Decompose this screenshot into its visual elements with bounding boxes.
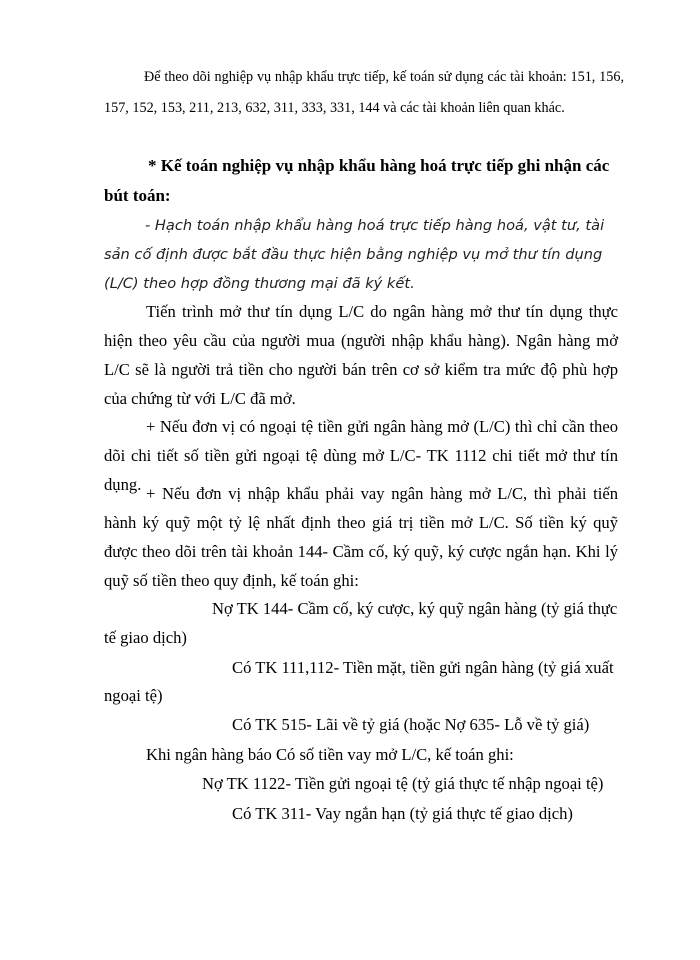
journal-entry-debit-144: Nợ TK 144- Cầm cố, ký cược, ký quỹ ngân hàng (tỷ giá thực [212,599,618,618]
journal-entry-credit-311: Có TK 311- Vay ngắn hạn (tỷ giá thực tế giao dịch) [232,804,573,823]
paragraph-text: + Nếu đơn vị nhập khẩu phải vay ngân hàng mở L/C, thì phải tiến hành ký quỹ một tỷ lệ nhất định theo giá trị tiền mở L/C. Số tiền ký quỹ được theo dõi trên tài khoản 144- Cầm cố, ký quỹ, ký cược ngắn hạn. Khi lý quỹ số tiền theo quy định, kế toán ghi: [104,484,618,590]
journal-entry-debit-144-cont: tế giao dịch) [104,628,187,647]
journal-entry-debit-1122: Nợ TK 1122- Tiền gửi ngoại tệ (tỷ giá thực tế nhập ngoại tệ) [202,774,604,793]
paragraph-lc-process [104,297,618,413]
intro-text: Để theo dõi nghiệp vụ nhập khẩu trực tiếp, kế toán sử dụng các tài khoản: 151, 156, 157, 152, 153, 211, 213, 632, 311, 333, 331, 144 và các tài khoản liên quan khác. [104,69,624,116]
section-heading [104,151,624,211]
journal-note-bank-credit: Khi ngân hàng báo Có số tiền vay mở L/C, kế toán ghi: [146,745,514,764]
journal-entry-credit-111-112-cont: ngoại tệ) [104,686,163,705]
paragraph-loan-deposit [104,479,618,595]
paragraph-text: + Nếu đơn vị có ngoại tệ tiền gửi ngân hàng mở (L/C) thì chỉ cần theo dõi chi tiết số tiền gửi ngoại tệ dùng mở L/C- TK 1112 chi tiết mở thư tín dụng. [104,417,618,494]
heading-text: * Kế toán nghiệp vụ nhập khẩu hàng hoá trực tiếp ghi nhận các bút toán: [104,156,610,205]
journal-entry-credit-515: Có TK 515- Lãi về tỷ giá (hoặc Nợ 635- Lỗ về tỷ giá) [232,715,590,734]
journal-entry-credit-111-112: Có TK 111,112- Tiền mặt, tiền gửi ngân hàng (tỷ giá xuất [232,658,614,677]
paragraph-text: Tiến trình mở thư tín dụng L/C do ngân hàng mở thư tín dụng thực hiện theo yêu cầu của người mua (người nhập khẩu hàng). Ngân hàng mở L/C sẽ là người trả tiền cho người bán trên cơ sở kiểm tra mức độ phù hợp của chứng từ với L/C đã mở. [104,302,618,408]
italic-paragraph [104,211,618,298]
italic-text: - Hạch toán nhập khẩu hàng hoá trực tiếp hàng hoá, vật tư, tài sản cố định được bắt đầu thực hiện bằng nghiệp vụ mở thư tín dụng (L/C) theo hợp đồng thương mại đã ký kết. [104,217,605,292]
intro-paragraph [104,62,624,124]
